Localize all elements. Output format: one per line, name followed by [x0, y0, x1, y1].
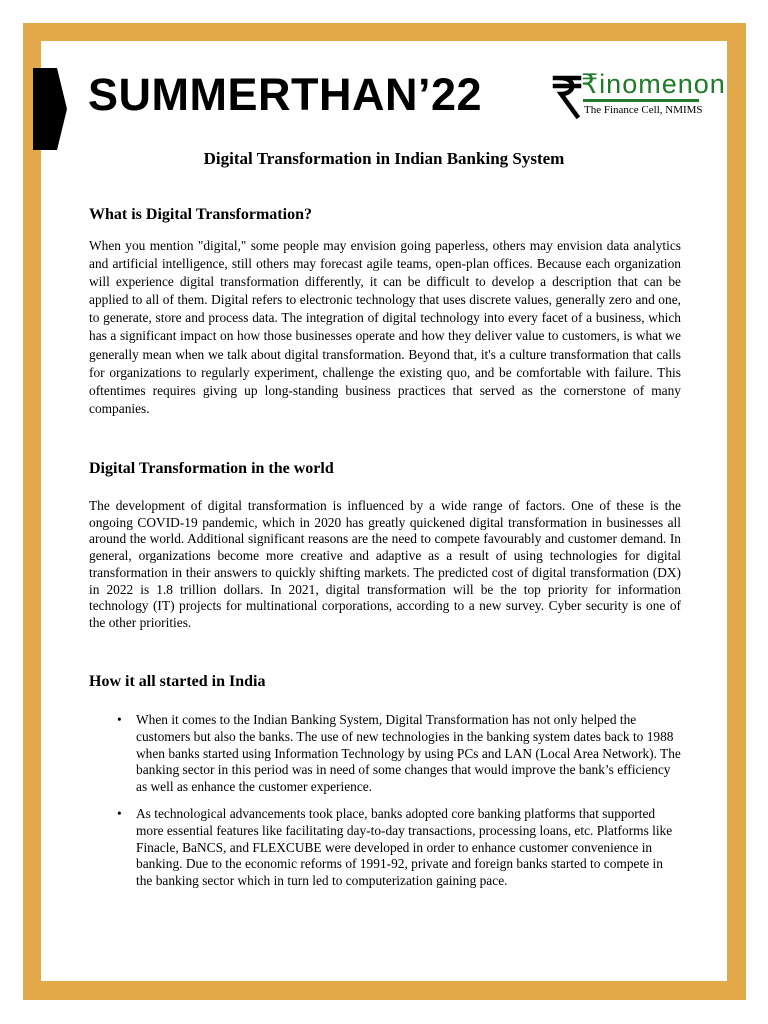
section-body: When you mention "digital," some people may envision going paperless, others may envision data analytics and artificial intelligence, still others may forecast agile teams, open-plan offices. Because each organization will experience digital transformation differently, it can be difficult to develop a description that can be applied to all of them. Digital refers to electronic technology that uses discrete values, generally zero and one, to generate, store and process data. The integration of digital technology into every facet of a business, which has a significant impact on how those businesses operate and how they deliver value to customers, is what we generally mean when we talk about digital transformation. Beyond that, it's a culture transformation that calls for organizations to regularly experiment, challenge the existing quo, and be comfortable with failure. This oftentimes requires giving up long-standing business practices that served as the cornerstone of many companies. — [89, 238, 681, 416]
bullet-icon: • — [117, 805, 122, 821]
logo-wordmark-text: ₹inomenon — [581, 69, 726, 99]
list-item-text: As technological advancements took place, banks adopted core banking platforms that supported more essential features like facilitating day-to-day transactions, processing loans, etc. Platforms like Finacle, BaNCS, and FLEXCUBE were developed in order to enhance customer convenience in banking. Due to the economic reforms of 1991-92, private and foreign banks started to compete in the banking sector which in turn led to computerization gaining pace. — [136, 805, 673, 889]
finomenon-logo — [552, 69, 726, 128]
logo-underline — [583, 99, 699, 102]
bullet-list — [89, 712, 681, 890]
section-heading: What is Digital Transformation? — [89, 206, 312, 223]
header-tab-marker — [33, 68, 67, 150]
logo-tagline: The Finance Cell, NMIMS — [584, 104, 703, 116]
masthead-title: SUMMERTHAN’22 — [88, 69, 483, 120]
section-body: The development of digital transformation is influenced by a wide range of factors. One of these is the ongoing COVID-19 pandemic, which in 2020 has greatly quickened digital transformation in businesses all around the world. Additional significant reasons are the need to compete favourably and customer demand. In general, organizations become more creative and adaptive as a result of using technologies for digital transformation in their answers to quickly shifting markets. The predicted cost of digital transformation (DX) in 2022 is 1.8 trillion dollars. In 2021, digital transformation will be the top priority for information technology (IT) projects for multinational corporations, according to a new survey. Cyber security is one of the other priorities. — [89, 498, 681, 630]
logo-wordmark — [581, 71, 726, 98]
list-item-text: When it comes to the Indian Banking System, Digital Transformation has not only helped the customers but also the banks. The use of new technologies in the banking system dates back to 1988 when banks started using Information Technology by using PCs and LAN (Local Area Network). The banking sector in this period was in need of some changes that would improve the bank’s efficiency as well as enhance the customer experience. — [136, 712, 681, 795]
bullet-icon: • — [117, 712, 122, 727]
section-heading: How it all started in India — [89, 673, 266, 690]
rupee-icon — [552, 74, 582, 120]
list-item — [89, 806, 681, 890]
section-heading: Digital Transformation in the world — [89, 460, 334, 477]
list-item — [89, 712, 681, 796]
document-title: Digital Transformation in Indian Banking System — [203, 149, 565, 168]
